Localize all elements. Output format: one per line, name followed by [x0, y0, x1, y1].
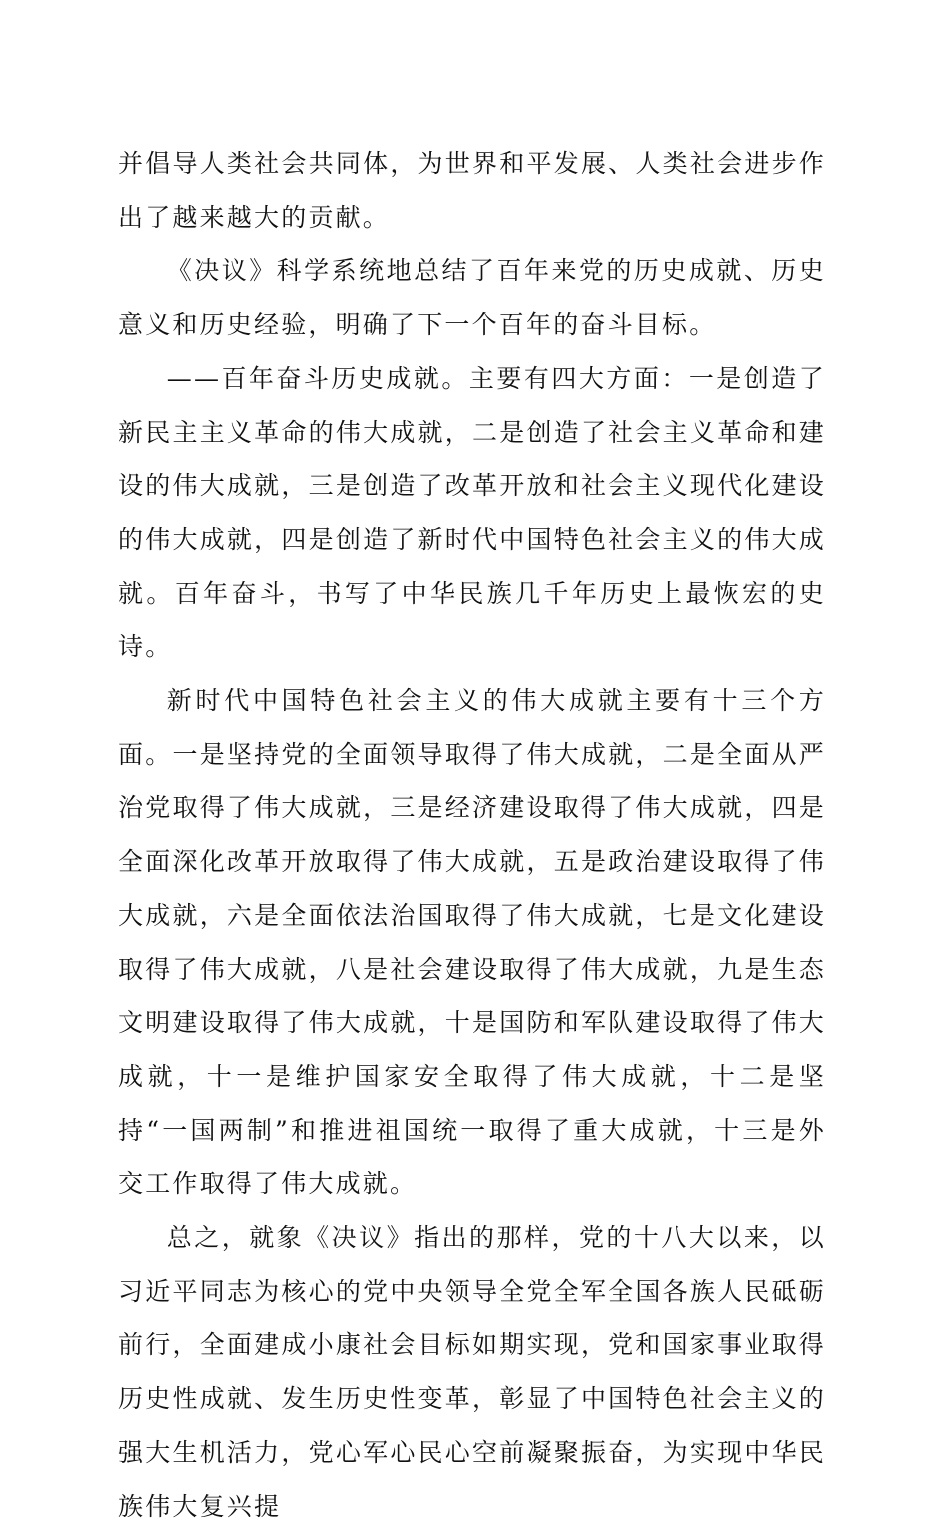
paragraph-century-achievements: ——百年奋斗历史成就。主要有四大方面：一是创造了新民主主义革命的伟大成就，二是创造了社会主义革命和建设的伟大成就，三是创造了改革开放和社会主义现代化建设的伟大成就，四是创造了新时代中国特色社会主义的伟大成就。百年奋斗，书写了中华民族几千年历史上最恢宏的史诗。 — [118, 363, 826, 662]
paragraph-resolution-summary: 《决议》科学系统地总结了百年来党的历史成就、历史意义和历史经验，明确了下一个百年的奋斗目标。 — [118, 256, 826, 340]
paragraph-continuation: 并倡导人类社会共同体，为世界和平发展、人类社会进步作出了越来越大的贡献。 — [118, 149, 826, 232]
document-body — [118, 137, 826, 1533]
paragraph-conclusion: 总之，就象《决议》指出的那样，党的十八大以来，以习近平同志为核心的党中央领导全党全军全国各族人民砥砺前行，全面建成小康社会目标如期实现，党和国家事业取得历史性成就、发生历史性变革，彰显了中国特色社会主义的强大生机活力，党心军心民心空前凝聚振奋，为实现中华民族伟大复兴提 — [118, 1223, 826, 1521]
paragraph-new-era-achievements: 新时代中国特色社会主义的伟大成就主要有十三个方面。一是坚持党的全面领导取得了伟大成就，二是全面从严治党取得了伟大成就，三是经济建设取得了伟大成就，四是全面深化改革开放取得了伟大成就，五是政治建设取得了伟大成就，六是全面依法治国取得了伟大成就，七是文化建设取得了伟大成就，八是社会建设取得了伟大成就，九是生态文明建设取得了伟大成就，十是国防和军队建设取得了伟大成就，十一是维护国家安全取得了伟大成就，十二是坚持“一国两制”和推进祖国统一取得了重大成就，十三是外交工作取得了伟大成就。 — [118, 686, 826, 1199]
